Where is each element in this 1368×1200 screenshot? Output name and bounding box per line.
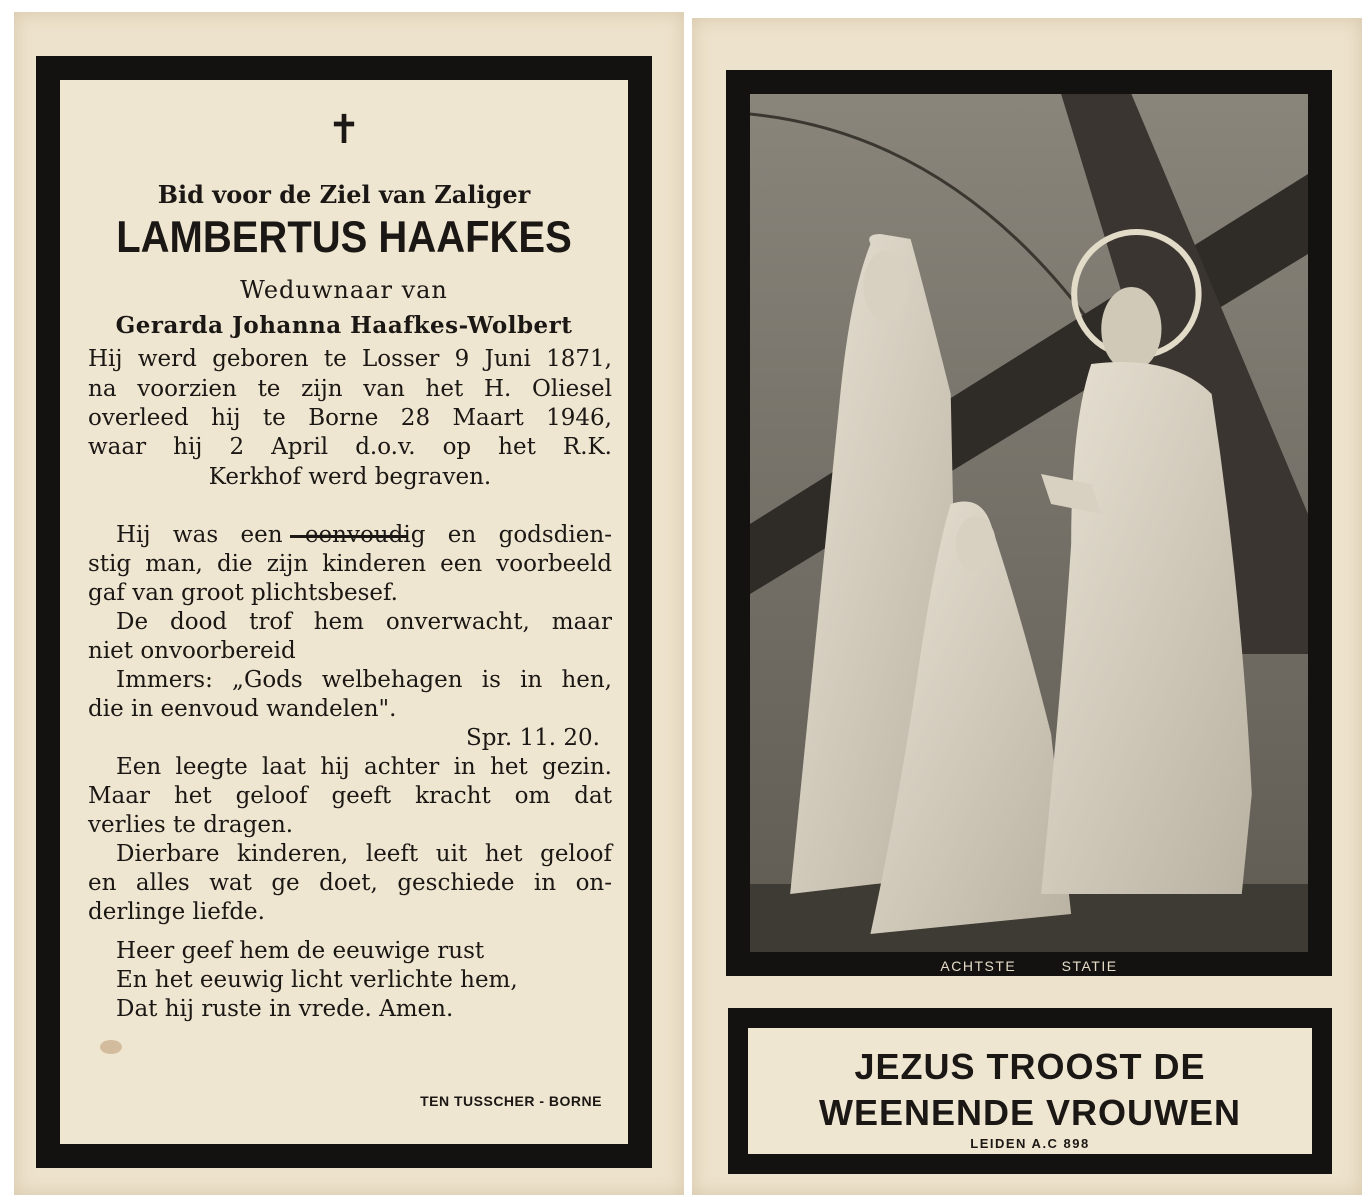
publisher-imprint: TEN TUSSCHER - BORNE [420, 1093, 602, 1109]
card-text-area [60, 80, 628, 1144]
kneeling-woman-face [956, 516, 996, 572]
illustration-frame [726, 70, 1332, 976]
mourning-border [36, 56, 652, 1168]
body-line: stig man, die zijn kinderen een voorbeeld [88, 551, 612, 577]
biography-line: overleed hij te Borne 28 Maart 1946, [88, 405, 612, 431]
body-line: gaf van groot plichtsbesef. [88, 580, 398, 606]
memorial-card-image-side [692, 18, 1362, 1195]
prayer-line: Dat hij ruste in vrede. Amen. [116, 996, 454, 1022]
title-line: JEZUS TROOST DE [854, 1046, 1206, 1087]
paper-stain [100, 1040, 122, 1054]
body-line: en alles wat ge doet, geschiede in on- [88, 870, 612, 896]
deceased-name: LAMBERTUS HAAFKES [116, 213, 572, 263]
invocation-heading: Bid voor de Ziel van Zaliger [157, 180, 531, 209]
body-line: Maar het geloof geeft kracht om dat [88, 783, 612, 809]
stations-of-the-cross-illustration [750, 94, 1308, 952]
prayer-line: Heer geef hem de eeuwige rust [116, 938, 485, 964]
station-caption-word: STATIE [1061, 958, 1118, 974]
prayer-line: En het eeuwig licht verlichte hem, [116, 967, 518, 993]
body-line: De dood trof hem onverwacht, maar [116, 609, 612, 635]
body-line: Hij was een eenvoudig en godsdien- [116, 522, 612, 548]
body-line: Dierbare kinderen, leeft uit het geloof [116, 841, 612, 867]
cross-icon: ✝ [327, 107, 361, 153]
body-line: niet onvoorbereid [88, 638, 296, 664]
widower-of-label: Weduwnaar van [240, 276, 448, 304]
biography-line: na voorzien te zijn van het H. Oliesel [88, 376, 612, 402]
biography-line: Hij werd geboren te Losser 9 Juni 1871, [88, 346, 612, 372]
print-code: LEIDEN A.C 898 [970, 1136, 1090, 1151]
standing-woman-face [863, 251, 907, 321]
jesus-face [1101, 287, 1161, 371]
biography-line: Kerkhof werd begraven. [208, 464, 492, 490]
title-line: WEENENDE VROUWEN [818, 1092, 1242, 1133]
memorial-card-text-side [14, 12, 684, 1195]
body-line: die in eenvoud wandelen". [88, 696, 397, 722]
station-caption [726, 958, 1332, 974]
scripture-reference: Spr. 11. 20. [465, 725, 600, 751]
body-line: Een leegte laat hij achter in het gezin. [116, 754, 612, 780]
body-line: verlies te dragen. [88, 812, 294, 838]
title-box [728, 1008, 1332, 1174]
body-line: derlinge liefde. [88, 899, 265, 925]
biography-line: waar hij 2 April d.o.v. op het R.K. [88, 434, 612, 460]
wife-name: Gerarda Johanna Haafkes-Wolbert [115, 312, 573, 339]
body-line: Immers: „Gods welbehagen is in hen, [116, 667, 612, 693]
station-caption-word: ACHTSTE [940, 958, 1017, 974]
